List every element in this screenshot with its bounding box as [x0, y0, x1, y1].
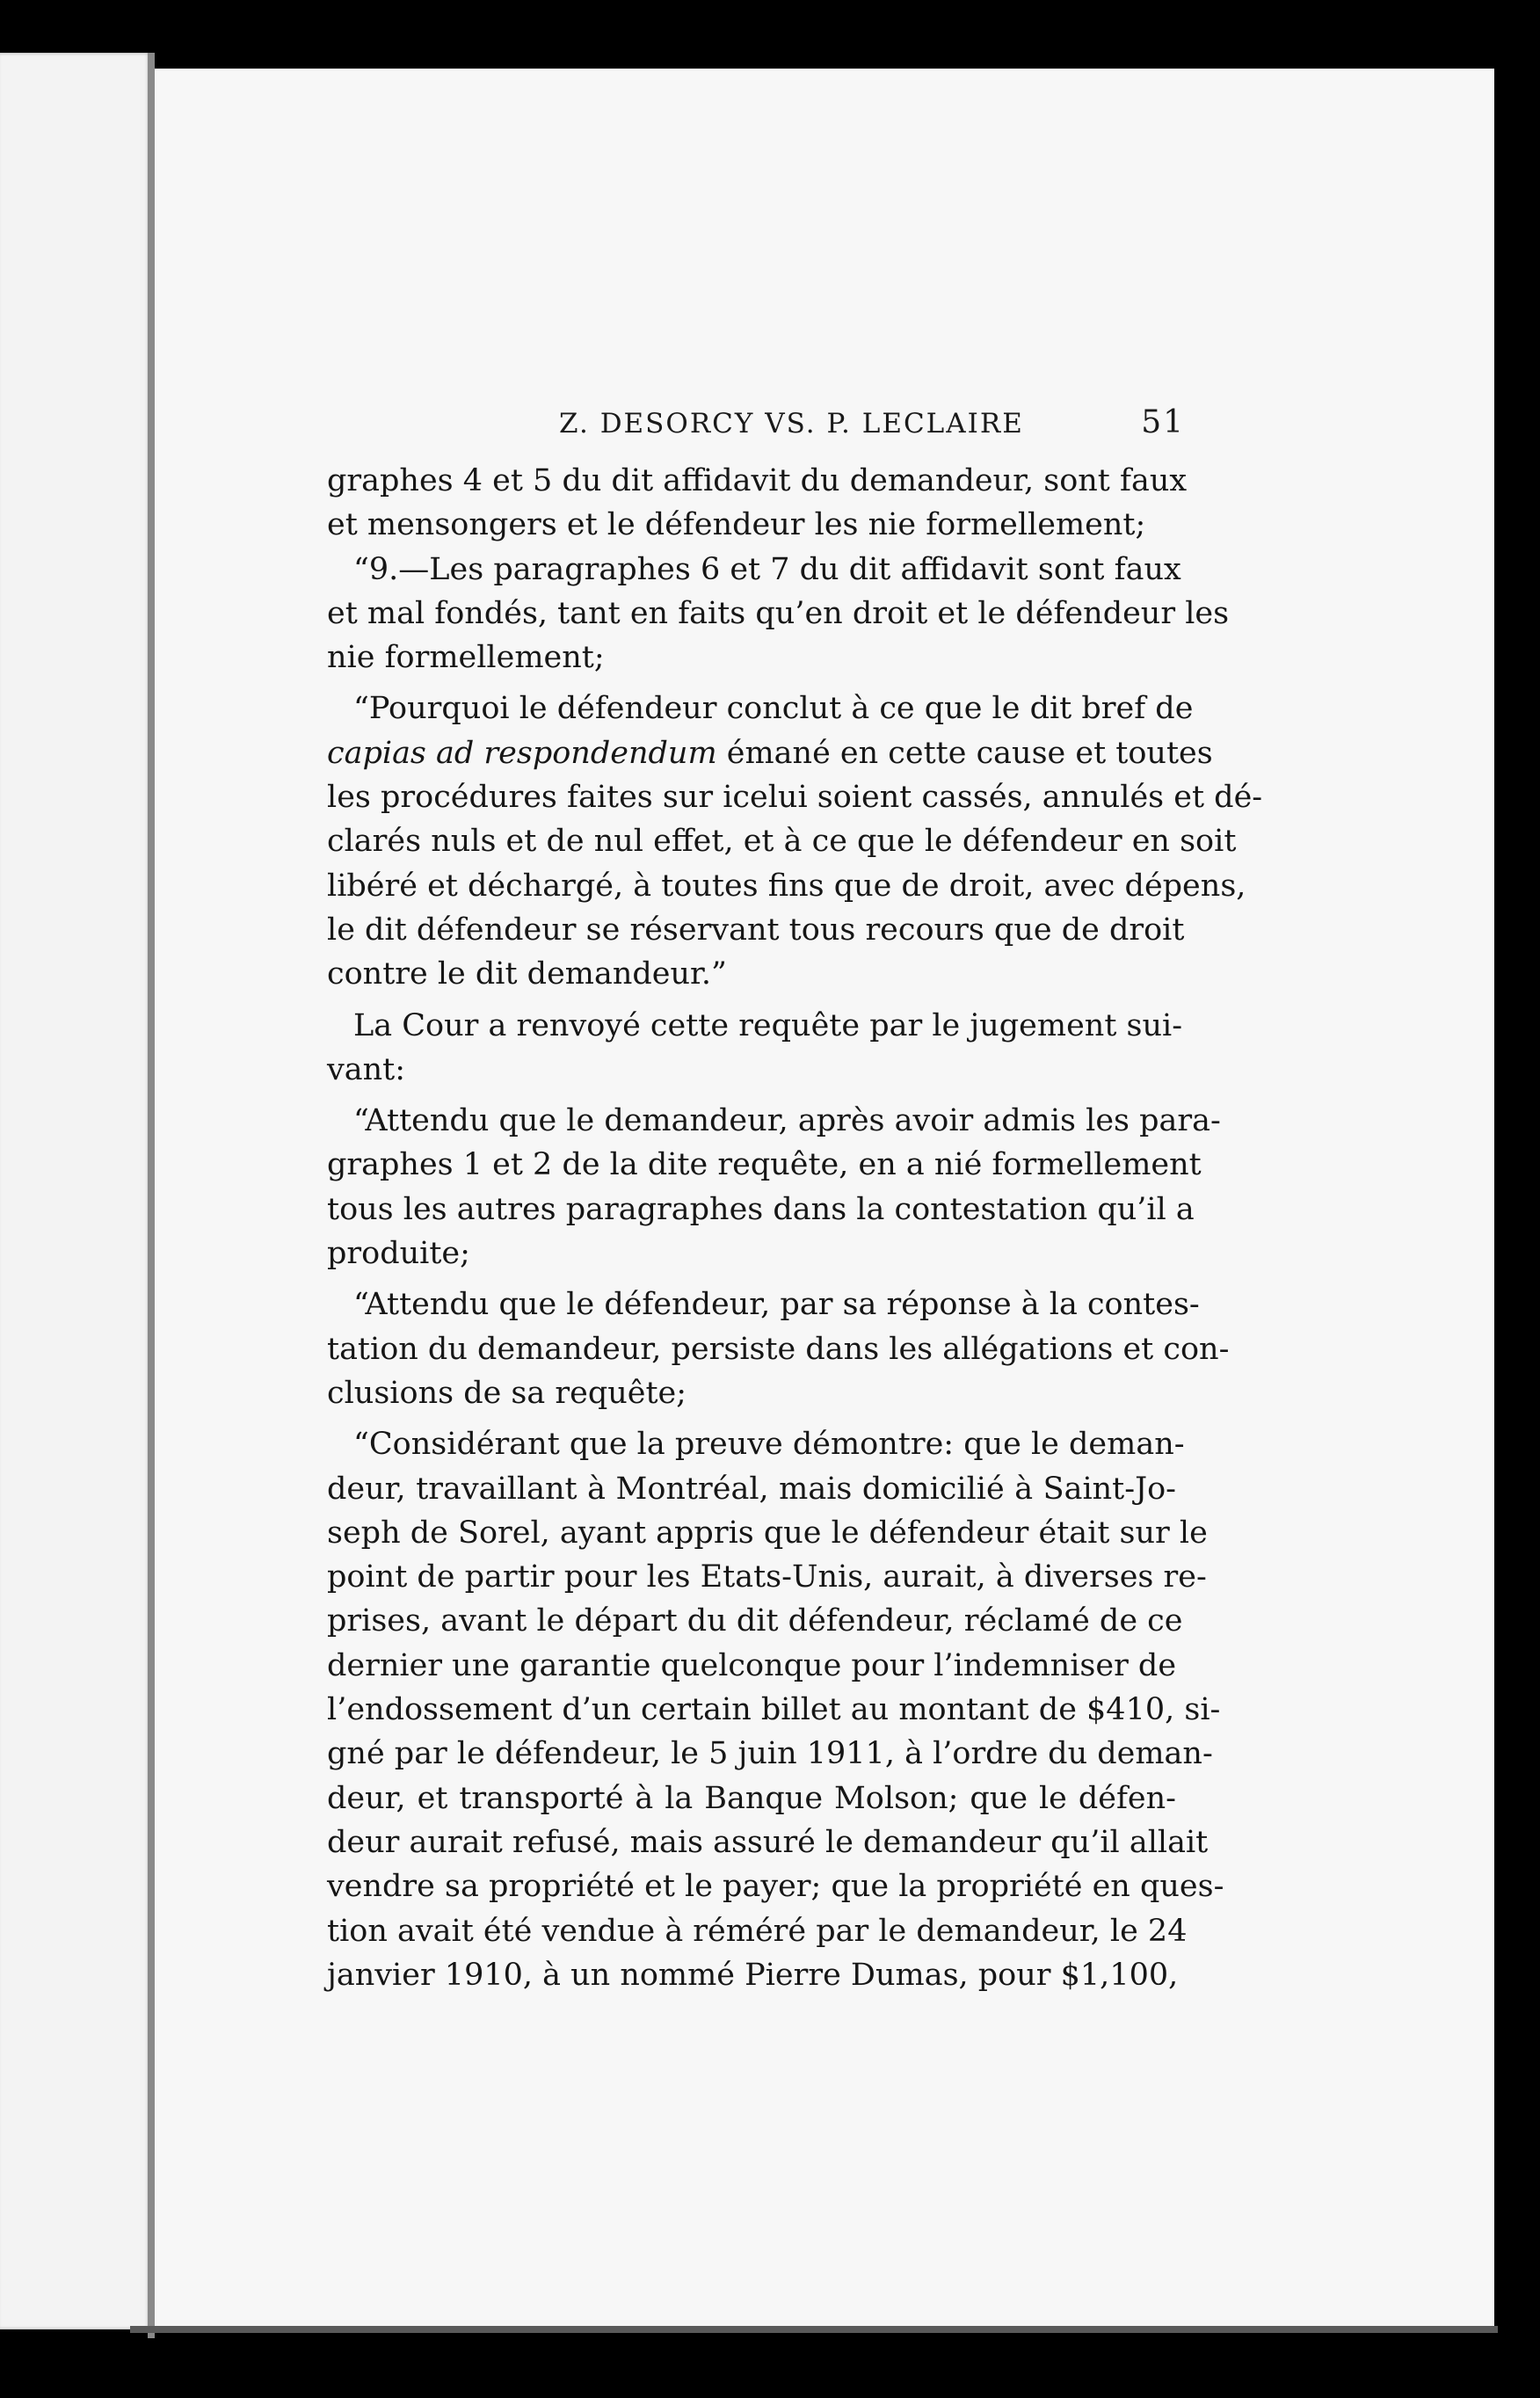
text-line: libéré et déchargé, à toutes fins que de droit, avec dépens, — [327, 868, 1246, 904]
text-line: “Considérant que la preuve démontre: que le deman- — [353, 1427, 1185, 1463]
text-line: graphes 1 et 2 de la dite requête, en a nié formellement — [327, 1147, 1202, 1183]
text-line — [327, 731, 1213, 775]
running-title: Z. DESORCY VS. P. LECLAIRE — [559, 408, 1024, 440]
text-line: l’endossement d’un certain billet au montant de $410, si- — [327, 1692, 1221, 1728]
text-line: “Attendu que le demandeur, après avoir admis les para- — [353, 1103, 1221, 1139]
text-line: vant: — [327, 1051, 406, 1087]
text-line: deur aurait refusé, mais assuré le demandeur qu’il allait — [327, 1824, 1209, 1860]
text-line: tion avait été vendue à réméré par le demandeur, le 24 — [327, 1913, 1188, 1949]
running-header — [559, 404, 1185, 440]
page-number: 51 — [1141, 404, 1185, 440]
text-line: tation du demandeur, persiste dans les allégations et con- — [327, 1331, 1230, 1367]
facing-page-edge — [0, 53, 151, 2329]
text-line: “Pourquoi le défendeur conclut à ce que le dit bref de — [353, 691, 1194, 727]
text-line: “Attendu que le défendeur, par sa réponse à la contes- — [353, 1287, 1200, 1323]
italic-phrase: capias ad respondendum — [327, 735, 717, 771]
text-line: produite; — [327, 1236, 470, 1272]
text-line: gné par le défendeur, le 5 juin 1911, à l’ordre du deman- — [327, 1736, 1213, 1772]
text-line: les procédures faites sur icelui soient cassés, annulés et dé- — [327, 780, 1263, 816]
text-line: contre le dit demandeur.” — [327, 956, 727, 992]
text-line: graphes 4 et 5 du dit affidavit du demandeur, sont faux — [327, 463, 1188, 498]
text-line: clarés nuls et de nul effet, et à ce que le défendeur en soit — [327, 824, 1237, 860]
paragraph-gap — [327, 1092, 1176, 1099]
text-line: clusions de sa requête; — [327, 1375, 687, 1411]
text-line: deur, et transporté à la Banque Molson; que le défen- — [327, 1780, 1176, 1816]
paragraph-gap — [327, 997, 1176, 1004]
body-text — [327, 459, 1263, 1997]
text-line: nie formellement; — [327, 640, 605, 676]
text-line: tous les autres paragraphes dans la contestation qu’il a — [327, 1191, 1195, 1227]
text-line: deur, travaillant à Montréal, mais domicilié à Saint-Jo- — [327, 1471, 1176, 1507]
text-line: seph de Sorel, ayant appris que le défendeur était sur le — [327, 1515, 1208, 1551]
text-line: point de partir pour les Etats-Unis, aurait, à diverses re- — [327, 1559, 1207, 1595]
paragraph-gap — [327, 1415, 1176, 1422]
text-line: La Cour a renvoyé cette requête par le jugement sui- — [353, 1007, 1183, 1043]
text-line: dernier une garantie quelconque pour l’indemniser de — [327, 1647, 1177, 1683]
text-line: le dit défendeur se réservant tous recours que de droit — [327, 912, 1185, 948]
book-gutter — [148, 53, 155, 2338]
paragraph-gap — [327, 679, 1176, 687]
text-line: janvier 1910, à un nommé Pierre Dumas, pour $1,100, — [327, 1957, 1179, 1993]
text-line: et mensongers et le défendeur les nie formellement; — [327, 507, 1146, 543]
text-line: vendre sa propriété et le payer; que la propriété en ques- — [327, 1869, 1224, 1905]
text-line: “9.—Les paragraphes 6 et 7 du dit affidavit sont faux — [353, 551, 1181, 587]
paragraph-gap — [327, 1275, 1176, 1283]
text-line: prises, avant le départ du dit défendeur, réclamé de ce — [327, 1603, 1183, 1639]
page-bottom-edge — [130, 2326, 1498, 2333]
text-line: et mal fondés, tant en faits qu’en droit et le défendeur les — [327, 595, 1230, 631]
line-remainder: émané en cette cause et toutes — [716, 735, 1213, 771]
